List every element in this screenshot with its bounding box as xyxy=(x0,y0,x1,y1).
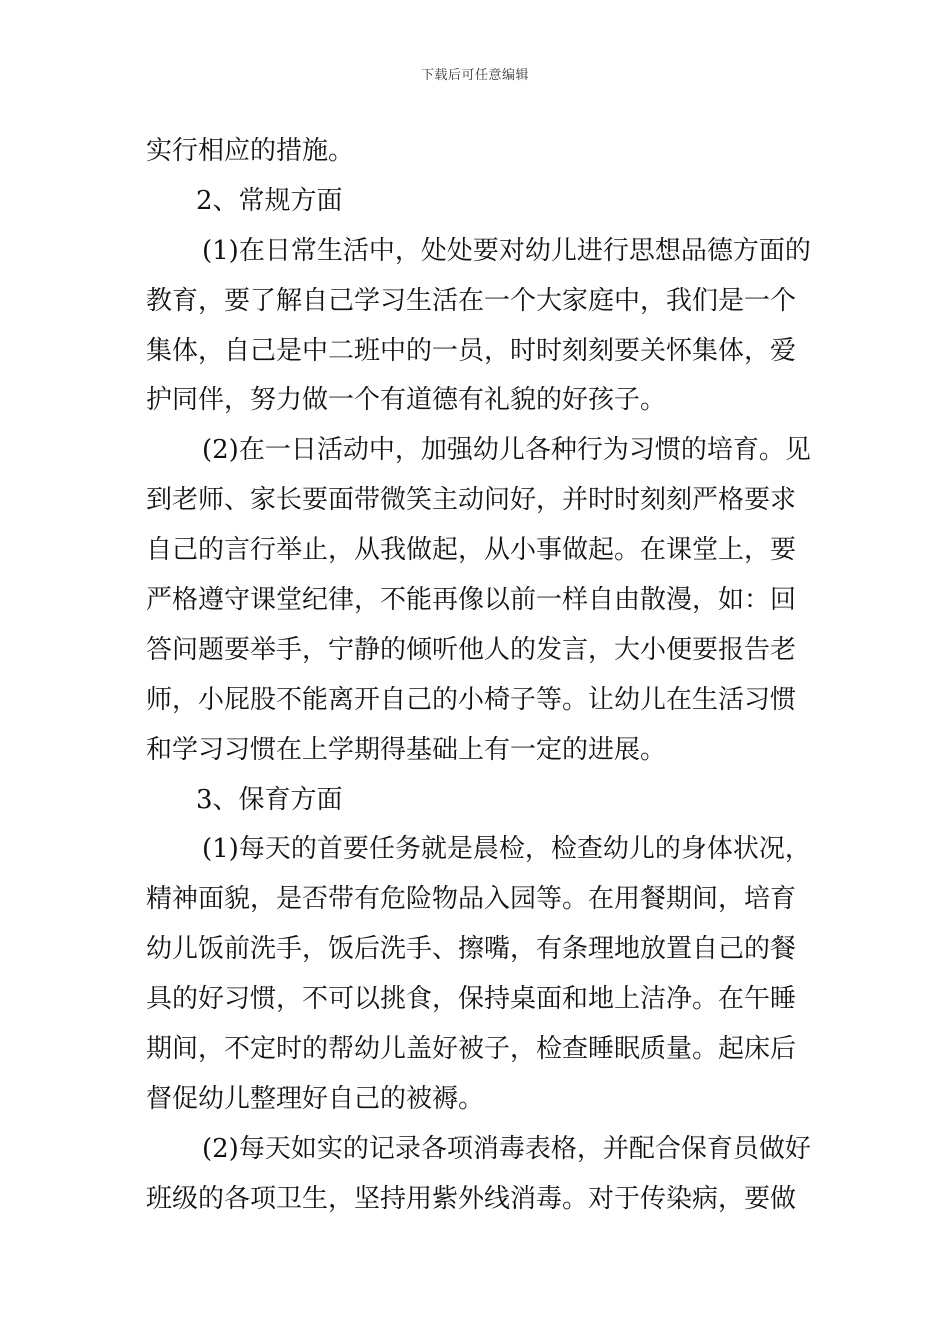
section-heading: 3、保育方面 xyxy=(196,784,343,815)
page-header: 下载后可任意编辑 xyxy=(420,68,529,83)
text-line: 期间，不定时的帮幼儿盖好被子，检查睡眠质量。起床后 xyxy=(146,1034,797,1065)
text-line: (2)在一日活动中，加强幼儿各种行为习惯的培育。见 xyxy=(202,435,811,466)
text-line: 护同伴，努力做一个有道德有礼貌的好孩子。 xyxy=(146,385,667,416)
text-line: (2)每天如实的记录各项消毒表格，并配合保育员做好 xyxy=(202,1133,811,1164)
text-line: 答问题要举手，宁静的倾听他人的发言，大小便要报告老 xyxy=(146,634,797,665)
text-line: 精神面貌，是否带有危险物品入园等。在用餐期间，培育 xyxy=(146,884,797,915)
text-line: 自己的言行举止，从我做起，从小事做起。在课堂上，要 xyxy=(146,535,797,566)
document-body xyxy=(146,127,811,1225)
text-line: 集体，自己是中二班中的一员，时时刻刻要关怀集体，爱 xyxy=(146,335,797,366)
text-line: (1)在日常生活中，处处要对幼儿进行思想品德方面的 xyxy=(202,235,811,266)
text-line: 严格遵守课堂纪律，不能再像以前一样自由散漫，如：回 xyxy=(146,585,797,616)
text-line: 和学习习惯在上学期得基础上有一定的进展。 xyxy=(146,734,667,765)
text-line: 督促幼儿整理好自己的被褥。 xyxy=(146,1083,485,1114)
text-line: 师，小屁股不能离开自己的小椅子等。让幼儿在生活习惯 xyxy=(146,684,797,715)
text-line: 到老师、家长要面带微笑主动问好，并时时刻刻严格要求 xyxy=(146,485,797,516)
text-line: 班级的各项卫生，坚持用紫外线消毒。对于传染病，要做 xyxy=(146,1183,797,1214)
text-line: 具的好习惯，不可以挑食，保持桌面和地上洁净。在午睡 xyxy=(146,984,797,1015)
text-line: 幼儿饭前洗手，饭后洗手、擦嘴，有条理地放置自己的餐 xyxy=(146,934,797,965)
section-heading: 2、常规方面 xyxy=(196,185,343,216)
text-line: 实行相应的措施。 xyxy=(146,136,355,166)
text-line: (1)每天的首要任务就是晨检，检查幼儿的身体状况， xyxy=(202,834,811,865)
text-line: 教育，要了解自己学习生活在一个大家庭中，我们是一个 xyxy=(146,285,797,316)
